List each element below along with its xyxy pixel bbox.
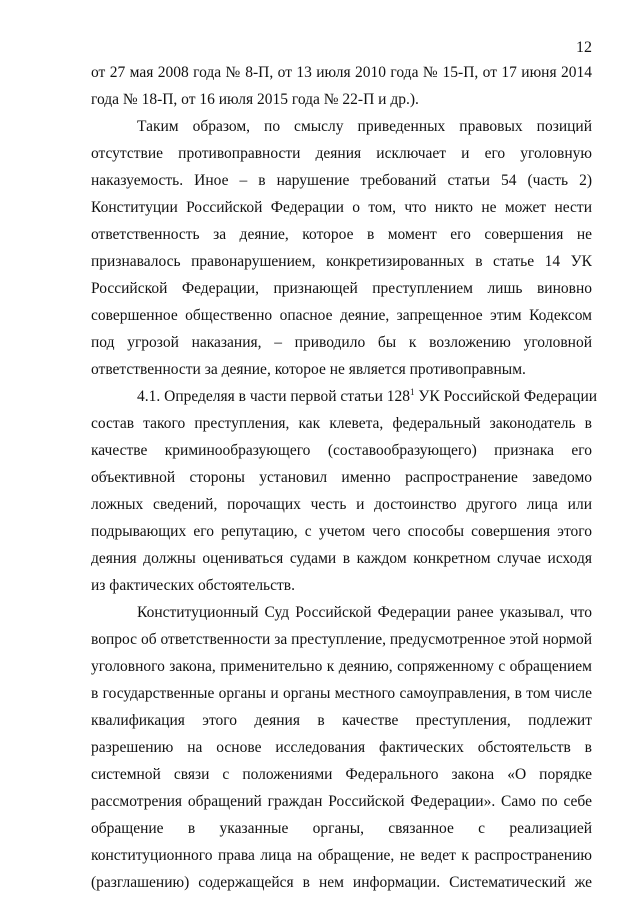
text-line: под угрозой наказания, – приводило бы к возложению уголовной [91,334,592,351]
text-line: ложных сведений, порочащих честь и достоинство другого лица или [91,496,592,513]
text-line: обращение в указанные органы, связанное с реализацией [91,820,592,837]
text-fragment: 4.1. Определяя в части первой статьи 128 [137,388,411,405]
text-line: в государственные органы и органы местного самоуправления, в том числе [91,685,592,702]
text-line: отсутствие противоправности деяния исключает и его уголовную [91,145,592,162]
text-line: от 27 мая 2008 года № 8-П, от 13 июля 2010 года № 15-П, от 17 июня 2014 [91,64,592,81]
text-line: наказуемость. Иное – в нарушение требований статьи 54 (часть 2) [91,172,592,189]
text-line: (разглашению) содержащейся в нем информации. Систематический же [91,874,592,891]
page-number: 12 [576,39,592,56]
text-line: разрешению на основе исследования фактических обстоятельств в [91,739,592,756]
text-fragment: УК Российской Федерации [414,388,598,405]
text-line: ответственности за деяние, которое не является противоправным. [91,361,526,378]
text-line: уголовного закона, применительно к деянию, сопряженному с обращением [91,658,592,675]
text-line: состав такого преступления, как клевета, федеральный законодатель в [91,415,592,432]
text-line: квалификация этого деяния в качестве преступления, подлежит [91,712,592,729]
text-line: вопрос об ответственности за преступление, предусмотренное этой нормой [91,631,592,648]
text-line: объективной стороны установил именно распространение заведомо [91,469,592,486]
text-line: Конституции Российской Федерации о том, что никто не может нести [91,199,592,216]
text-line: рассмотрения обращений граждан Российской Федерации». Само по себе [91,793,592,810]
text-line: признавалось правонарушением, конкретизированных в статье 14 УК [91,253,592,270]
text-line: совершенное общественно опасное деяние, запрещенное этим Кодексом [91,307,592,324]
text-line: из фактических обстоятельств. [91,577,295,594]
text-line: Конституционный Суд Российской Федерации ранее указывал, что [137,604,592,621]
text-line: системной связи с положениями Федерального закона «О порядке [91,766,592,783]
text-line-with-superscript [137,383,598,411]
text-line: деяния должны оцениваться судами в каждом конкретном случае исходя [91,550,592,567]
text-line: подрывающих его репутацию, с учетом чего способы совершения этого [91,523,592,540]
text-line: ответственность за деяние, которое в момент его совершения не [91,226,592,243]
superscript-index: 1 [410,386,415,397]
text-line: качестве криминообразующего (составообразующего) признака его [91,442,592,459]
text-line: Таким образом, по смыслу приведенных правовых позиций [137,118,592,135]
text-line: конституционного права лица на обращение, не ведет к распространению [91,847,592,864]
text-line: Российской Федерации, признающей преступлением лишь виновно [91,280,592,297]
text-line: года № 18-П, от 16 июля 2015 года № 22-П и др.). [91,91,419,108]
